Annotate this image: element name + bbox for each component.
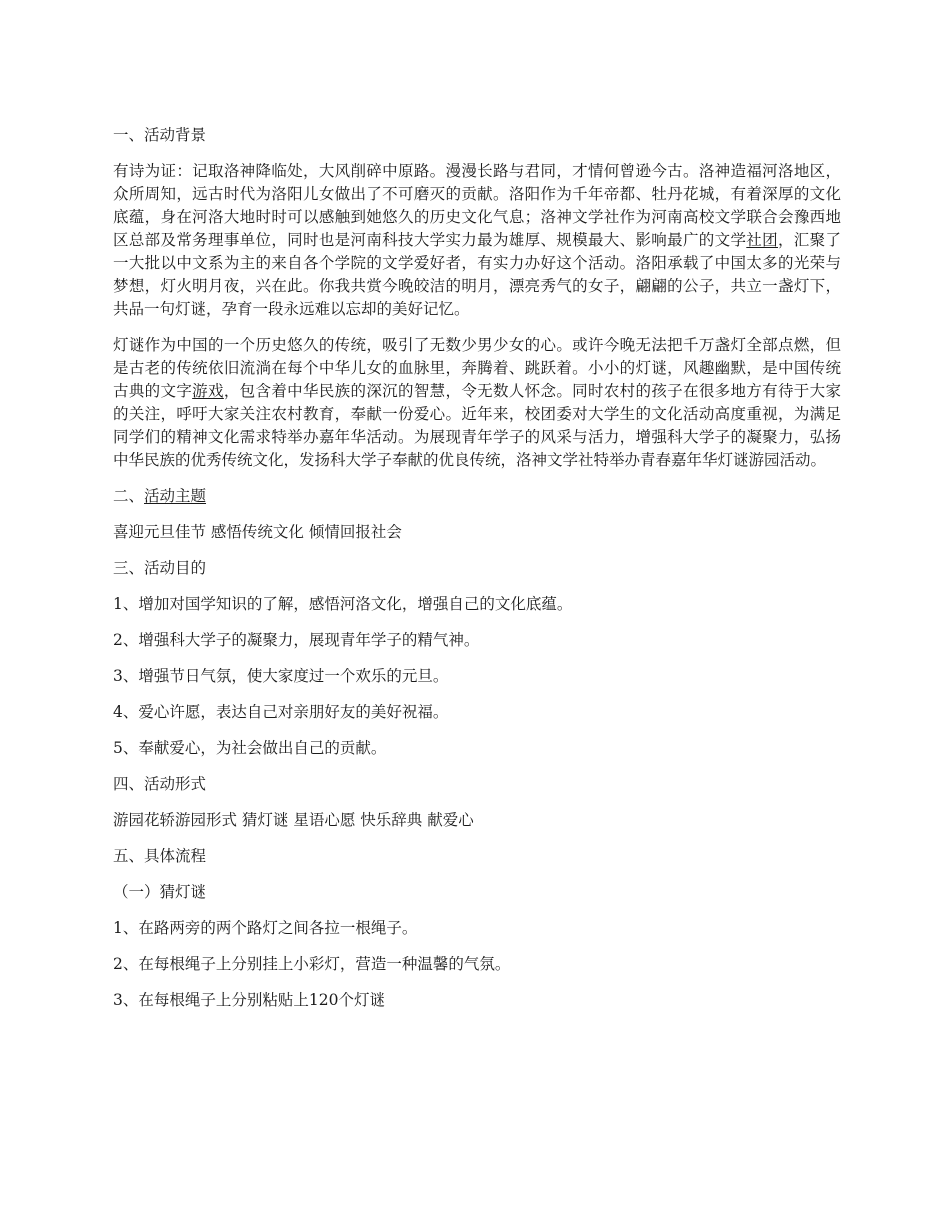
activity-theme-link[interactable]: 活动主题 [144,487,207,505]
format-text: 游园花轿游园形式 猜灯谜 星语心愿 快乐辞典 献爱心 [113,811,474,829]
sub-heading-riddles: （一）猜灯谜 [113,883,207,901]
purpose-item: 3、增强节日气氛，使大家度过一个欢乐的元旦。 [113,667,449,685]
section-heading-process: 五、具体流程 [113,847,207,865]
process-item: 3、在每根绳子上分别粘贴上120个灯谜 [113,991,385,1009]
section-heading-background: 一、活动背景 [113,126,207,144]
paragraph-text: ，汇聚了一大批以中文系为主的来自各个学院的文学爱好者，有实力办好这个活动。洛阳承载了中国太多的光荣与梦想，灯火明月夜，兴在此。你我共赏今晚皎洁的明月，漂亮秀气的女子，翩翩的公子，共立一盏灯下，共品一句灯谜，孕育一段永远难以忘却的美好记忆。 [113,231,841,318]
section-heading-purpose: 三、活动目的 [113,559,207,577]
process-item: 2、在每根绳子上分别挂上小彩灯，营造一种温馨的气氛。 [113,955,511,973]
club-link[interactable]: 社团 [746,231,778,249]
background-paragraph-1 [113,160,841,321]
document-page [113,124,841,1025]
purpose-item: 1、增加对国学知识的了解，感悟河洛文化，增强自己的文化底蕴。 [113,595,573,613]
paragraph-text: ，包含着中华民族的深沉的智慧，令无数人怀念。同时农村的孩子在很多地方有待于大家的关注，呼吁大家关注农村教育，奉献一份爱心。近年来，校团委对大学生的文化活动高度重视，为满足同学们的精神文化需求特举办嘉年华活动。为展现青年学子的风采与活力，增强科大学子的凝聚力，弘扬中华民族的优秀传统文化，发扬科大学子奉献的优良传统，洛神文学社特举办青春嘉年华灯谜游园活动。 [113,382,841,469]
background-paragraph-2 [113,334,841,472]
purpose-item: 2、增强科大学子的凝聚力，展现青年学子的精气神。 [113,631,480,649]
purpose-item: 5、奉献爱心，为社会做出自己的贡献。 [113,739,387,757]
section-heading-format: 四、活动形式 [113,775,207,793]
section-heading-theme [113,485,841,508]
paragraph-text: 有诗为证：记取洛神降临处，大风削碎中原路。漫漫长路与君同，才情何曾逊今古。洛神造福河洛地区，众所周知，远古时代为洛阳儿女做出了不可磨灭的贡献。洛阳作为千年帝都、牡丹花城，有着深厚的文化底蕴，身在河洛大地时时可以感触到她悠久的历史文化气息；洛神文学社作为河南高校文学联合会豫西地区总部及常务理事单位，同时也是河南科技大学实力最为雄厚、规模最大、影响最广的文学 [113,162,841,249]
theme-text: 喜迎元旦佳节 感悟传统文化 倾情回报社会 [113,523,402,541]
game-link[interactable]: 游戏 [192,382,224,400]
process-item: 1、在路两旁的两个路灯之间各拉一根绳子。 [113,919,418,937]
heading-prefix: 二、 [113,487,145,505]
purpose-item: 4、爱心许愿，表达自己对亲朋好友的美好祝福。 [113,703,449,721]
paragraph-text: 灯谜作为中国的一个历史悠久的传统，吸引了无数少男少女的心。或许今晚无法把千万盏灯全部点燃，但是古老的传统依旧流淌在每个中华儿女的血脉里，奔腾着、跳跃着。小小的灯谜，风趣幽默，是中国传统古典的文字 [113,336,841,400]
